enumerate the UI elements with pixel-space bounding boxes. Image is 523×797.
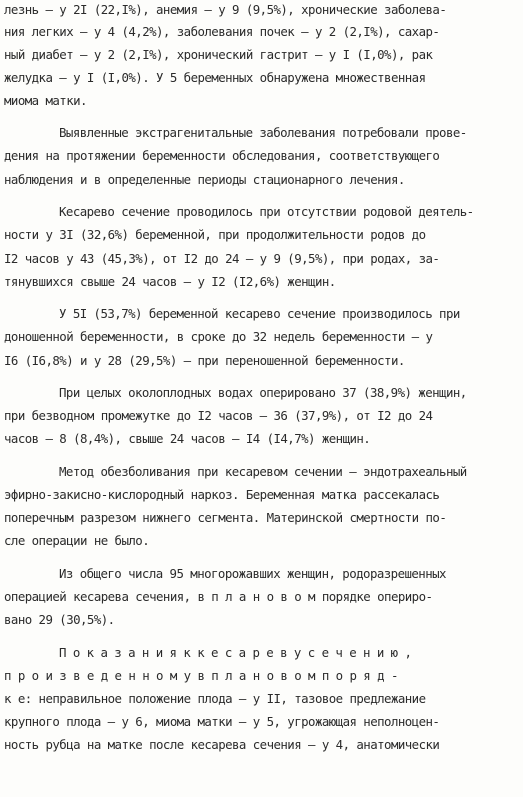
text-line: I2 часов у 43 (45,3%), от I2 до 24 – у 9 (9,5%), при родах, за- bbox=[4, 251, 440, 266]
text-line: при безводном промежутке до I2 часов – 36 (37,9%), от I2 до 24 bbox=[4, 408, 433, 423]
text-line: миома матки. bbox=[4, 93, 87, 108]
text-line: п р о и з в е д е н н о м у в п л а н о в о м п о р я д - bbox=[4, 668, 398, 683]
text-line: наблюдения и в определенные периоды стационарного лечения. bbox=[4, 172, 405, 187]
text-line: Метод обезболивания при кесаревом сечении – эндотрахеальный bbox=[59, 464, 467, 479]
text-line: крупного плода – у 6, миома матки – у 5, угрожающая неполноцен- bbox=[4, 714, 440, 729]
text-line: сле операции не было. bbox=[4, 533, 150, 548]
text-line: лезнь – у 2I (22,I%), анемия – у 9 (9,5%), хронические заболева- bbox=[4, 2, 447, 17]
text-line: Кесарево сечение проводилось при отсутствии родовой деятель- bbox=[59, 204, 474, 219]
text-line: При целых околоплодных водах оперировано 37 (38,9%) женщин, bbox=[59, 385, 467, 400]
text-line: дения на протяжении беременности обследования, соответствующего bbox=[4, 148, 440, 163]
text-line: желудка – у I (I,0%). У 5 беременных обнаружена множественная bbox=[4, 70, 426, 85]
text-line: У 5I (53,7%) беременной кесарево сечение производилось при bbox=[59, 306, 460, 321]
text-line: ния легких – у 4 (4,2%), заболевания почек – у 2 (2,I%), сахар- bbox=[4, 24, 440, 39]
text-line: ность рубца на матке после кесарева сечения – у 4, анатомически bbox=[4, 737, 440, 752]
text-line: Из общего числа 95 многорожавших женщин, родоразрешенных bbox=[59, 566, 446, 581]
text-line: ный диабет – у 2 (2,I%), хронический гастрит – у I (I,0%), рак bbox=[4, 47, 433, 62]
text-line: поперечным разрезом нижнего сегмента. Материнской смертности по- bbox=[4, 510, 447, 525]
text-line: к е: неправильное положение плода – у II, тазовое предлежание bbox=[4, 691, 426, 706]
text-line: тянувшихся свыше 24 часов – у I2 (I2,6%) женщин. bbox=[4, 274, 336, 289]
text-line: ности у 3I (32,6%) беременной, при продолжительности родов до bbox=[4, 227, 426, 242]
text-line: доношенной беременности, в сроке до 32 недель беременности – у bbox=[4, 329, 433, 344]
text-line: эфирно-закисно-кислородный наркоз. Беременная матка рассекалась bbox=[4, 487, 440, 502]
text-line: Выявленные экстрагенитальные заболевания потребовали прове- bbox=[59, 125, 467, 140]
text-line: вано 29 (30,5%). bbox=[4, 612, 115, 627]
text-line: I6 (I6,8%) и у 28 (29,5%) – при переношенной беременности. bbox=[4, 353, 405, 368]
text-line: П о к а з а н и я к к е с а р е в у с е ч е н и ю , bbox=[59, 645, 412, 660]
text-line: часов – 8 (8,4%), свыше 24 часов – I4 (I4,7%) женщин. bbox=[4, 431, 371, 446]
text-line: операцией кесарева сечения, в п л а н о в о м порядке опериро- bbox=[4, 589, 433, 604]
